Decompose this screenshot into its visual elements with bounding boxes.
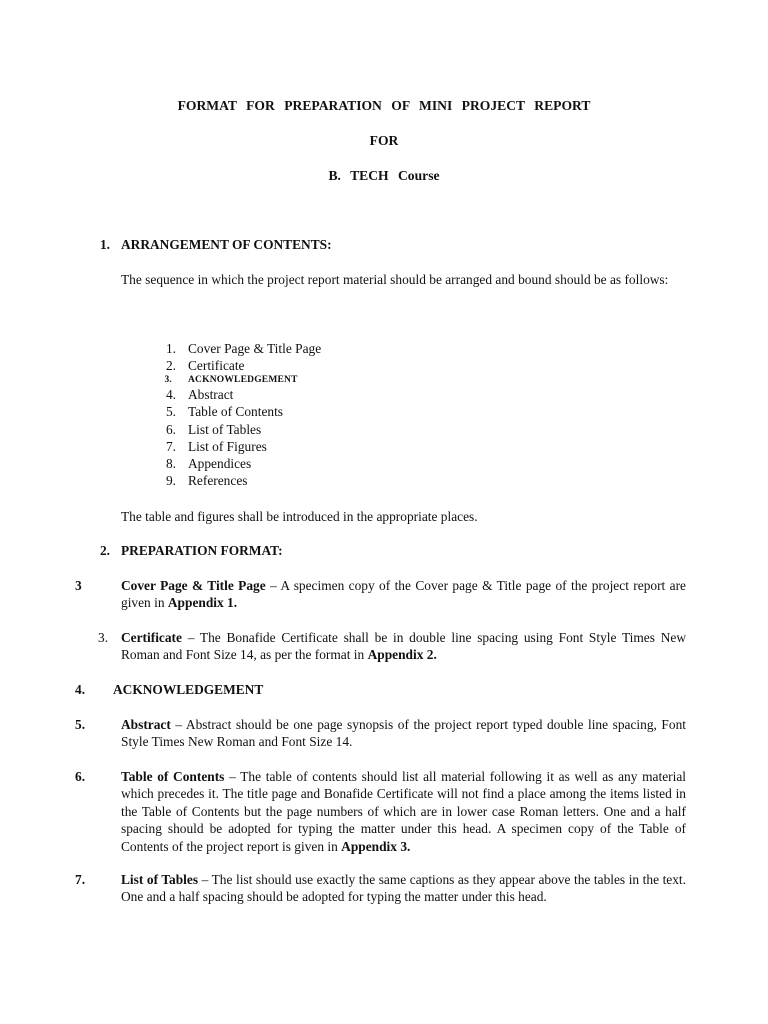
entry-cover-term: Cover Page & Title Page — [121, 578, 266, 593]
document-subtitle-for: FOR — [369, 133, 399, 148]
list-item-number: 3. — [164, 375, 172, 385]
entry-abstract-text: – Abstract should be one page synopsis of the project report typed double line spacing, Font Style Times New Roman and Font Size 14. — [121, 717, 686, 750]
entry-tables-term: List of Tables — [121, 872, 199, 887]
list-item-number: 8. — [165, 456, 176, 471]
list-item: References — [188, 473, 248, 488]
list-item: Table of Contents — [188, 404, 284, 419]
entry-abstract-number: 5. — [75, 717, 86, 732]
entry-certificate-appendix-ref: Appendix 2. — [367, 647, 437, 663]
entry-tables — [121, 871, 686, 906]
entry-certificate-text: – The Bonafide Certificate shall be in double line spacing using Font Style Times New Roman and Font Size 14, as per the format in — [121, 630, 686, 663]
entry-tables-text: – The list should use exactly the same captions as they appear above the tables in the text. One and a half spacing should be adopted for typing the matter under this head. — [121, 872, 686, 905]
entry-toc-appendix-ref: Appendix 3. — [341, 838, 411, 854]
entry-certificate — [121, 629, 686, 664]
entry-tables-number: 7. — [75, 872, 86, 887]
entry-certificate-number: 3. — [98, 630, 109, 645]
entry-abstract — [121, 716, 686, 751]
list-item: Appendices — [188, 456, 252, 471]
list-item-number: 7. — [165, 439, 176, 454]
entry-certificate-term: Certificate — [121, 630, 182, 645]
list-item: Abstract — [188, 387, 234, 402]
list-item-number: 9. — [165, 473, 176, 488]
section-2-number: 2. — [99, 543, 110, 558]
entry-ack-number: 4. — [75, 682, 86, 697]
document-subtitle-course: B. TECH Course — [328, 168, 440, 183]
entry-cover-appendix-ref: Appendix 1. — [167, 595, 238, 611]
list-item: Cover Page & Title Page — [188, 341, 322, 356]
list-item-number: 6. — [165, 422, 176, 437]
list-item: List of Tables — [188, 422, 262, 437]
section-1-heading: ARRANGEMENT OF CONTENTS: — [121, 237, 332, 252]
list-item: Certificate — [188, 358, 245, 373]
section-1-intro: The sequence in which the project report material should be arranged and bound should be as follows: — [121, 272, 669, 287]
section-1-note: The table and figures shall be introduced in the appropriate places. — [121, 509, 478, 524]
list-item-number: 5. — [165, 404, 176, 419]
entry-abstract-term: Abstract — [121, 717, 171, 732]
entry-toc-text: – The table of contents should list all material following it as well as any material which precedes it. The title page and Bonafide Certificate will not find a place among the items listed in the Table of Contents but the page numbers of which are in lower case Roman letters. One and a half spacing should be adopted for typing the matter under this head. A specimen copy of the Table of Contents of the project report is given in — [121, 769, 686, 854]
list-item: List of Figures — [188, 439, 267, 454]
list-item-number: 2. — [165, 358, 176, 373]
section-2-heading: PREPARATION FORMAT: — [121, 543, 283, 558]
entry-toc-number: 6. — [75, 769, 86, 784]
entry-cover-number: 3 — [75, 578, 82, 593]
entry-toc — [121, 768, 686, 855]
entry-ack-heading: ACKNOWLEDGEMENT — [113, 682, 264, 697]
entry-cover — [121, 577, 686, 612]
list-item-number: 1. — [165, 341, 176, 356]
entry-toc-term: Table of Contents — [121, 769, 225, 784]
document-title: FORMAT FOR PREPARATION OF MINI PROJECT REPORT — [177, 98, 591, 113]
list-item: ACKNOWLEDGEMENT — [188, 375, 298, 385]
list-item-number: 4. — [165, 387, 176, 402]
entry-cover-text: – A specimen copy of the Cover page & Title page of the project report are given in — [121, 578, 686, 611]
section-1-number: 1. — [99, 237, 110, 252]
